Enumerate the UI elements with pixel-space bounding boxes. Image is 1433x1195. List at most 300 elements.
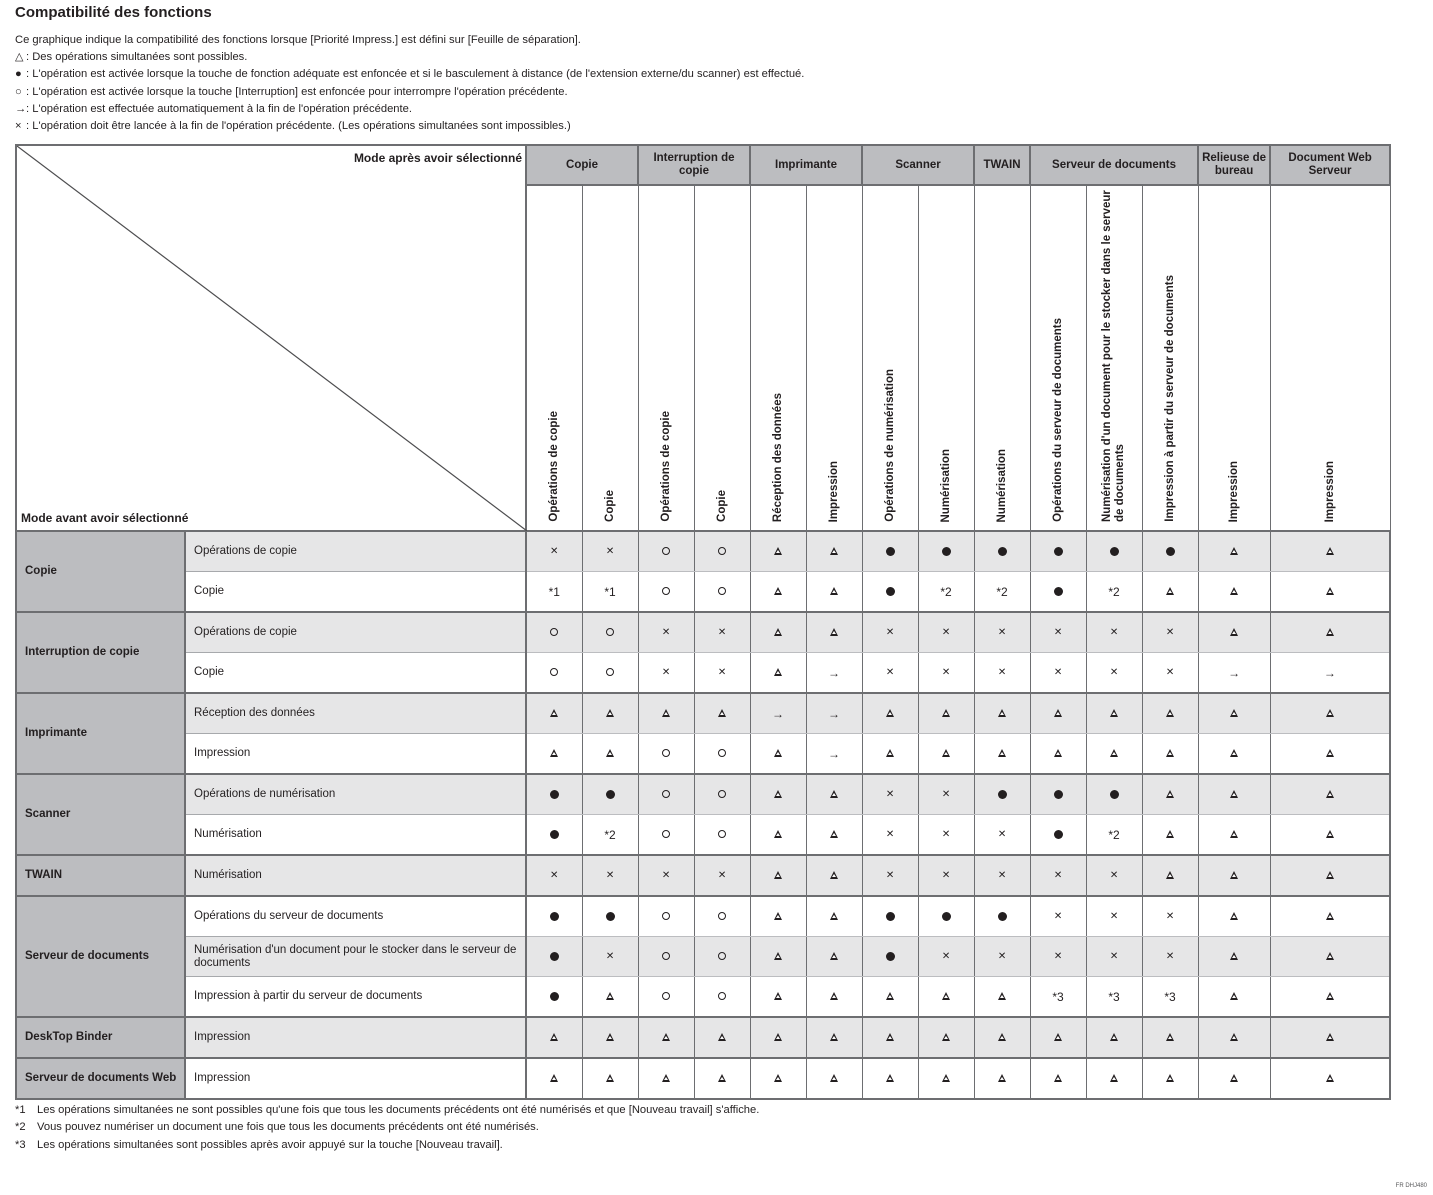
cross-icon: ✕ <box>885 828 895 840</box>
triangle-icon <box>1166 587 1174 595</box>
compatibility-cell <box>862 653 918 694</box>
compatibility-cell <box>526 1058 582 1099</box>
cross-icon: ✕ <box>1109 910 1119 922</box>
triangle-icon <box>1230 992 1238 1000</box>
legend-item-ring <box>15 84 804 101</box>
row-group-header: DeskTop Binder <box>16 1017 185 1058</box>
compatibility-cell <box>1086 734 1142 775</box>
column-header-label: Réception des données <box>771 392 784 522</box>
cross-icon: ✕ <box>1165 910 1175 922</box>
arrow-right-icon: → <box>828 746 841 761</box>
compatibility-cell <box>1198 693 1270 734</box>
triangle-icon <box>606 1074 614 1082</box>
open-circle-icon <box>718 952 726 960</box>
footnote-mark: *3 <box>15 1138 26 1151</box>
dot-icon: ● <box>15 68 22 81</box>
compatibility-cell <box>1030 815 1086 856</box>
compatibility-cell <box>526 612 582 653</box>
document-code: FR DHJ480 <box>1395 1183 1427 1189</box>
open-circle-icon <box>718 587 726 595</box>
triangle-icon <box>1166 790 1174 798</box>
compatibility-cell <box>526 774 582 815</box>
row-group-header: TWAIN <box>16 855 185 896</box>
page-title: Compatibilité des fonctions <box>15 4 212 21</box>
compatibility-cell <box>1086 693 1142 734</box>
compatibility-cell <box>694 774 750 815</box>
triangle-icon <box>662 1033 670 1041</box>
compatibility-cell <box>1198 734 1270 775</box>
filled-circle-icon <box>1110 790 1119 799</box>
cross-icon: ✕ <box>1053 666 1063 678</box>
legend-text: : L'opération est effectuée automatiquement à la fin de l'opération précédente. <box>26 102 412 115</box>
compatibility-cell <box>1270 815 1390 856</box>
legend-text: : Des opérations simultanées sont possibles. <box>26 51 248 64</box>
triangle-icon <box>662 709 670 717</box>
compatibility-cell <box>526 937 582 977</box>
compatibility-cell <box>862 896 918 937</box>
compatibility-cell <box>526 572 582 613</box>
triangle-icon <box>830 871 838 879</box>
compatibility-cell <box>1270 855 1390 896</box>
cross-icon: ✕ <box>550 545 559 557</box>
triangle-icon <box>1230 587 1238 595</box>
compatibility-cell <box>918 774 974 815</box>
triangle-icon <box>1054 749 1062 757</box>
compatibility-cell <box>638 653 694 694</box>
triangle-icon <box>830 587 838 595</box>
triangle-icon <box>550 749 558 757</box>
column-group-header: Interruption de copie <box>638 145 750 185</box>
compatibility-cell <box>1086 531 1142 572</box>
triangle-icon <box>1326 587 1334 595</box>
compatibility-cell <box>918 937 974 977</box>
compatibility-cell <box>1030 572 1086 613</box>
compatibility-cell <box>918 855 974 896</box>
triangle-icon <box>606 749 614 757</box>
open-circle-icon <box>662 952 670 960</box>
compatibility-cell <box>974 531 1030 572</box>
compatibility-cell <box>974 896 1030 937</box>
compatibility-cell <box>638 815 694 856</box>
compatibility-cell <box>750 1058 806 1099</box>
triangle-icon <box>718 1033 726 1041</box>
footnote-ref: *2 <box>1108 584 1120 599</box>
legend-text: : L'opération doit être lancée à la fin de l'opération précédente. (Les opérations simultanées sont impossibles.) <box>26 120 571 133</box>
column-header-label: Opérations de copie <box>547 411 560 522</box>
compatibility-cell <box>1270 937 1390 977</box>
cross-icon: ✕ <box>1165 950 1175 962</box>
open-circle-icon <box>718 830 726 838</box>
compatibility-cell <box>974 572 1030 613</box>
column-header <box>974 185 1030 531</box>
filled-circle-icon <box>1054 547 1063 556</box>
triangle-icon <box>1326 1033 1334 1041</box>
compatibility-cell <box>974 937 1030 977</box>
column-header <box>918 185 974 531</box>
compatibility-cell <box>750 815 806 856</box>
column-header-label: Opérations de numérisation <box>883 369 896 522</box>
compatibility-cell <box>918 693 974 734</box>
footnote-ref: *3 <box>1052 989 1064 1004</box>
footnote-ref: *3 <box>1164 989 1176 1004</box>
compatibility-cell <box>638 1017 694 1058</box>
compatibility-cell <box>582 531 638 572</box>
row-header: Réception des données <box>185 693 526 734</box>
filled-circle-icon <box>886 547 895 556</box>
column-group-header: Document Web Serveur <box>1270 145 1390 185</box>
open-circle-icon <box>718 790 726 798</box>
compatibility-cell <box>806 774 862 815</box>
compatibility-cell <box>1198 977 1270 1018</box>
compatibility-cell <box>1198 653 1270 694</box>
open-circle-icon <box>662 830 670 838</box>
triangle-icon <box>1230 830 1238 838</box>
cross-icon: ✕ <box>885 626 895 638</box>
filled-circle-icon <box>886 952 895 961</box>
row-header: Impression <box>185 1058 526 1099</box>
compatibility-cell <box>750 977 806 1018</box>
triangle-icon <box>1110 1033 1118 1041</box>
compatibility-cell <box>806 693 862 734</box>
open-circle-icon <box>662 547 670 555</box>
compatibility-cell <box>638 1058 694 1099</box>
compatibility-cell <box>862 531 918 572</box>
triangle-icon <box>830 952 838 960</box>
compatibility-cell <box>974 612 1030 653</box>
compatibility-cell <box>806 937 862 977</box>
triangle-icon <box>774 992 782 1000</box>
compatibility-cell <box>1030 855 1086 896</box>
table-row <box>16 653 1390 694</box>
compatibility-cell <box>862 1017 918 1058</box>
compatibility-cell <box>918 815 974 856</box>
triangle-icon <box>942 1074 950 1082</box>
compatibility-cell <box>1142 896 1198 937</box>
cross-icon: ✕ <box>885 788 895 800</box>
compatibility-cell <box>1270 1058 1390 1099</box>
row-group-header: Copie <box>16 531 185 612</box>
arrow-right-icon: → <box>1228 665 1241 680</box>
triangle-icon <box>774 749 782 757</box>
cross-icon: ✕ <box>661 666 671 678</box>
arrow-right-icon: → <box>828 665 841 680</box>
triangle-icon <box>662 1074 670 1082</box>
compatibility-cell <box>862 774 918 815</box>
compatibility-cell <box>1198 896 1270 937</box>
row-header: Copie <box>185 572 526 613</box>
cross-icon: ✕ <box>661 626 671 638</box>
compatibility-cell <box>1270 531 1390 572</box>
compatibility-cell <box>638 612 694 653</box>
filled-circle-icon <box>942 547 951 556</box>
triangle-icon <box>886 749 894 757</box>
cross-icon: ✕ <box>1109 626 1119 638</box>
column-header-label: Numérisation <box>995 448 1008 522</box>
filled-circle-icon <box>550 952 559 961</box>
cross-icon: ✕ <box>1053 950 1063 962</box>
row-header: Copie <box>185 653 526 694</box>
compatibility-cell <box>862 693 918 734</box>
triangle-icon <box>830 628 838 636</box>
row-group-header: Serveur de documents Web <box>16 1058 185 1099</box>
arrow-icon: → <box>15 102 27 115</box>
compatibility-cell <box>694 977 750 1018</box>
footnote-ref: *2 <box>604 827 616 842</box>
triangle-icon <box>774 952 782 960</box>
compatibility-cell <box>1086 1017 1142 1058</box>
compatibility-cell <box>1086 1058 1142 1099</box>
compatibility-cell <box>862 612 918 653</box>
compatibility-cell <box>862 855 918 896</box>
compatibility-cell <box>1142 612 1198 653</box>
filled-circle-icon <box>550 912 559 921</box>
triangle-icon <box>1166 749 1174 757</box>
compatibility-cell <box>694 734 750 775</box>
compatibility-cell <box>1030 531 1086 572</box>
compatibility-cell <box>918 572 974 613</box>
open-circle-icon <box>662 912 670 920</box>
open-circle-icon <box>606 628 614 636</box>
footnote-ref: *1 <box>604 584 616 599</box>
triangle-icon <box>718 709 726 717</box>
compatibility-cell <box>862 572 918 613</box>
column-header-label: Impression <box>1323 460 1336 522</box>
filled-circle-icon <box>942 912 951 921</box>
compatibility-cell <box>694 531 750 572</box>
triangle-icon <box>774 587 782 595</box>
triangle-icon <box>1326 992 1334 1000</box>
filled-circle-icon <box>606 790 615 799</box>
footnote-ref: *2 <box>940 584 952 599</box>
footnote-mark: *1 <box>15 1104 26 1116</box>
triangle-icon <box>1326 749 1334 757</box>
corner-label-before: Mode avant avoir sélectionné <box>21 511 189 525</box>
column-header <box>1030 185 1086 531</box>
compatibility-cell <box>1142 572 1198 613</box>
triangle-icon <box>774 871 782 879</box>
compatibility-cell <box>918 977 974 1018</box>
legend-item-cross <box>15 118 804 135</box>
compatibility-cell <box>1198 531 1270 572</box>
compatibility-cell <box>1030 1017 1086 1058</box>
compatibility-cell <box>638 855 694 896</box>
compatibility-cell <box>1086 612 1142 653</box>
filled-circle-icon <box>1166 547 1175 556</box>
compatibility-cell <box>1198 612 1270 653</box>
compatibility-cell <box>638 693 694 734</box>
triangle-icon <box>1054 709 1062 717</box>
cross-icon: ✕ <box>605 950 615 962</box>
triangle-icon <box>1166 709 1174 717</box>
compatibility-cell <box>582 1058 638 1099</box>
triangle-icon <box>1166 1074 1174 1082</box>
triangle-icon <box>1054 1074 1062 1082</box>
triangle-icon <box>774 912 782 920</box>
column-header-label: Copie <box>603 490 616 522</box>
triangle-icon <box>886 1074 894 1082</box>
compatibility-cell <box>806 855 862 896</box>
cross-icon: ✕ <box>941 788 951 800</box>
compatibility-cell <box>1030 1058 1086 1099</box>
compatibility-cell <box>862 734 918 775</box>
arrow-right-icon: → <box>1323 665 1336 680</box>
footnote-ref: *1 <box>548 584 560 599</box>
cross-icon: ✕ <box>997 869 1007 881</box>
compatibility-cell <box>1086 653 1142 694</box>
cross-icon: ✕ <box>605 545 615 557</box>
row-header: Numérisation d'un document pour le stocker dans le serveur de documents <box>185 937 526 977</box>
legend-item-triangle <box>15 49 804 66</box>
column-header-label: Impression <box>827 460 840 522</box>
column-header <box>750 185 806 531</box>
compatibility-cell <box>918 734 974 775</box>
triangle-icon <box>1166 830 1174 838</box>
legend-item-dot <box>15 66 804 83</box>
column-header <box>1086 185 1142 531</box>
compatibility-cell <box>1270 977 1390 1018</box>
compatibility-cell <box>638 774 694 815</box>
triangle-icon <box>830 547 838 555</box>
table-row <box>16 855 1390 896</box>
compatibility-cell <box>1030 896 1086 937</box>
triangle-icon <box>550 1074 558 1082</box>
diagonal-divider <box>17 146 527 531</box>
triangle-icon <box>774 628 782 636</box>
compatibility-cell <box>1142 1058 1198 1099</box>
compatibility-cell <box>1270 693 1390 734</box>
row-header: Numérisation <box>185 855 526 896</box>
column-group-header: Imprimante <box>750 145 862 185</box>
triangle-icon <box>998 1074 1006 1082</box>
row-group-header: Interruption de copie <box>16 612 185 693</box>
compatibility-cell <box>918 612 974 653</box>
compatibility-cell <box>1142 937 1198 977</box>
triangle-icon <box>1230 709 1238 717</box>
arrow-right-icon: → <box>772 706 785 721</box>
compatibility-cell <box>638 572 694 613</box>
compatibility-cell <box>1270 774 1390 815</box>
corner-header <box>16 145 526 531</box>
compatibility-cell <box>582 653 638 694</box>
open-circle-icon <box>718 992 726 1000</box>
table-row <box>16 1017 1390 1058</box>
triangle-icon <box>1054 1033 1062 1041</box>
column-header <box>1270 185 1390 531</box>
row-header: Impression <box>185 734 526 775</box>
row-header: Impression à partir du serveur de documents <box>185 977 526 1018</box>
triangle-icon <box>774 790 782 798</box>
compatibility-cell <box>1142 774 1198 815</box>
compatibility-cell <box>694 693 750 734</box>
column-header-label: Numérisation d'un document pour le stocker dans le serveur de documents <box>1101 190 1127 522</box>
triangle-icon <box>1230 790 1238 798</box>
table-row <box>16 693 1390 734</box>
compatibility-cell <box>526 531 582 572</box>
compatibility-cell <box>750 896 806 937</box>
compatibility-cell <box>750 531 806 572</box>
column-group-header: Scanner <box>862 145 974 185</box>
compatibility-cell <box>974 734 1030 775</box>
compatibility-cell <box>1270 896 1390 937</box>
filled-circle-icon <box>998 790 1007 799</box>
cross-icon: ✕ <box>1053 910 1063 922</box>
cross-icon: ✕ <box>717 666 727 678</box>
compatibility-cell <box>1086 815 1142 856</box>
compatibility-cell <box>1030 693 1086 734</box>
triangle-icon <box>1230 912 1238 920</box>
compatibility-cell <box>526 855 582 896</box>
triangle-icon <box>1230 1074 1238 1082</box>
footnote-text: Les opérations simultanées sont possibles après avoir appuyé sur la touche [Nouveau travail]. <box>37 1138 503 1151</box>
column-header <box>638 185 694 531</box>
intro-section <box>15 32 804 135</box>
triangle-icon <box>998 749 1006 757</box>
cross-icon: ✕ <box>1165 666 1175 678</box>
filled-circle-icon <box>998 547 1007 556</box>
footnote-ref: *2 <box>1108 827 1120 842</box>
compatibility-cell <box>1142 855 1198 896</box>
cross-icon: ✕ <box>941 828 951 840</box>
legend <box>15 49 804 135</box>
compatibility-cell <box>750 612 806 653</box>
open-circle-icon <box>550 668 558 676</box>
compatibility-cell <box>1142 531 1198 572</box>
compatibility-cell <box>638 531 694 572</box>
compatibility-cell <box>1270 653 1390 694</box>
row-header: Opérations de copie <box>185 612 526 653</box>
column-header <box>694 185 750 531</box>
compatibility-cell <box>1030 653 1086 694</box>
column-group-header: Relieuse de bureau <box>1198 145 1270 185</box>
row-group-header: Imprimante <box>16 693 185 774</box>
cross-icon: ✕ <box>1109 869 1119 881</box>
compatibility-cell <box>694 896 750 937</box>
triangle-icon <box>830 830 838 838</box>
table-row <box>16 937 1390 977</box>
compatibility-cell <box>918 1017 974 1058</box>
compatibility-cell <box>918 653 974 694</box>
compatibility-cell <box>526 815 582 856</box>
triangle-icon <box>1230 628 1238 636</box>
compatibility-cell <box>806 815 862 856</box>
column-header <box>1198 185 1270 531</box>
filled-circle-icon <box>550 790 559 799</box>
triangle-icon <box>550 709 558 717</box>
filled-circle-icon <box>998 912 1007 921</box>
triangle-icon <box>830 912 838 920</box>
cross-icon: ✕ <box>605 869 615 881</box>
filled-circle-icon <box>550 992 559 1001</box>
compatibility-cell <box>526 693 582 734</box>
compatibility-cell <box>862 815 918 856</box>
cross-icon: ✕ <box>941 950 951 962</box>
footnote-text: Les opérations simultanées ne sont possibles qu'une fois que tous les documents précédents ont été numérisés et que [Nouveau travail] s'affiche. <box>37 1104 760 1116</box>
compatibility-cell <box>526 1017 582 1058</box>
triangle-icon <box>886 709 894 717</box>
row-header: Opérations de copie <box>185 531 526 572</box>
triangle-icon <box>606 992 614 1000</box>
compatibility-cell <box>918 1058 974 1099</box>
open-circle-icon <box>662 749 670 757</box>
legend-text: : L'opération est activée lorsque la touche de fonction adéquate est enfoncée et si le basculement à distance (de l'extension externe/du scanner) est effectué. <box>26 68 805 81</box>
compatibility-cell <box>582 1017 638 1058</box>
column-header <box>806 185 862 531</box>
filled-circle-icon <box>1054 790 1063 799</box>
compatibility-cell <box>806 572 862 613</box>
compatibility-cell <box>750 937 806 977</box>
compatibility-cell <box>1086 855 1142 896</box>
triangle-icon <box>1110 749 1118 757</box>
